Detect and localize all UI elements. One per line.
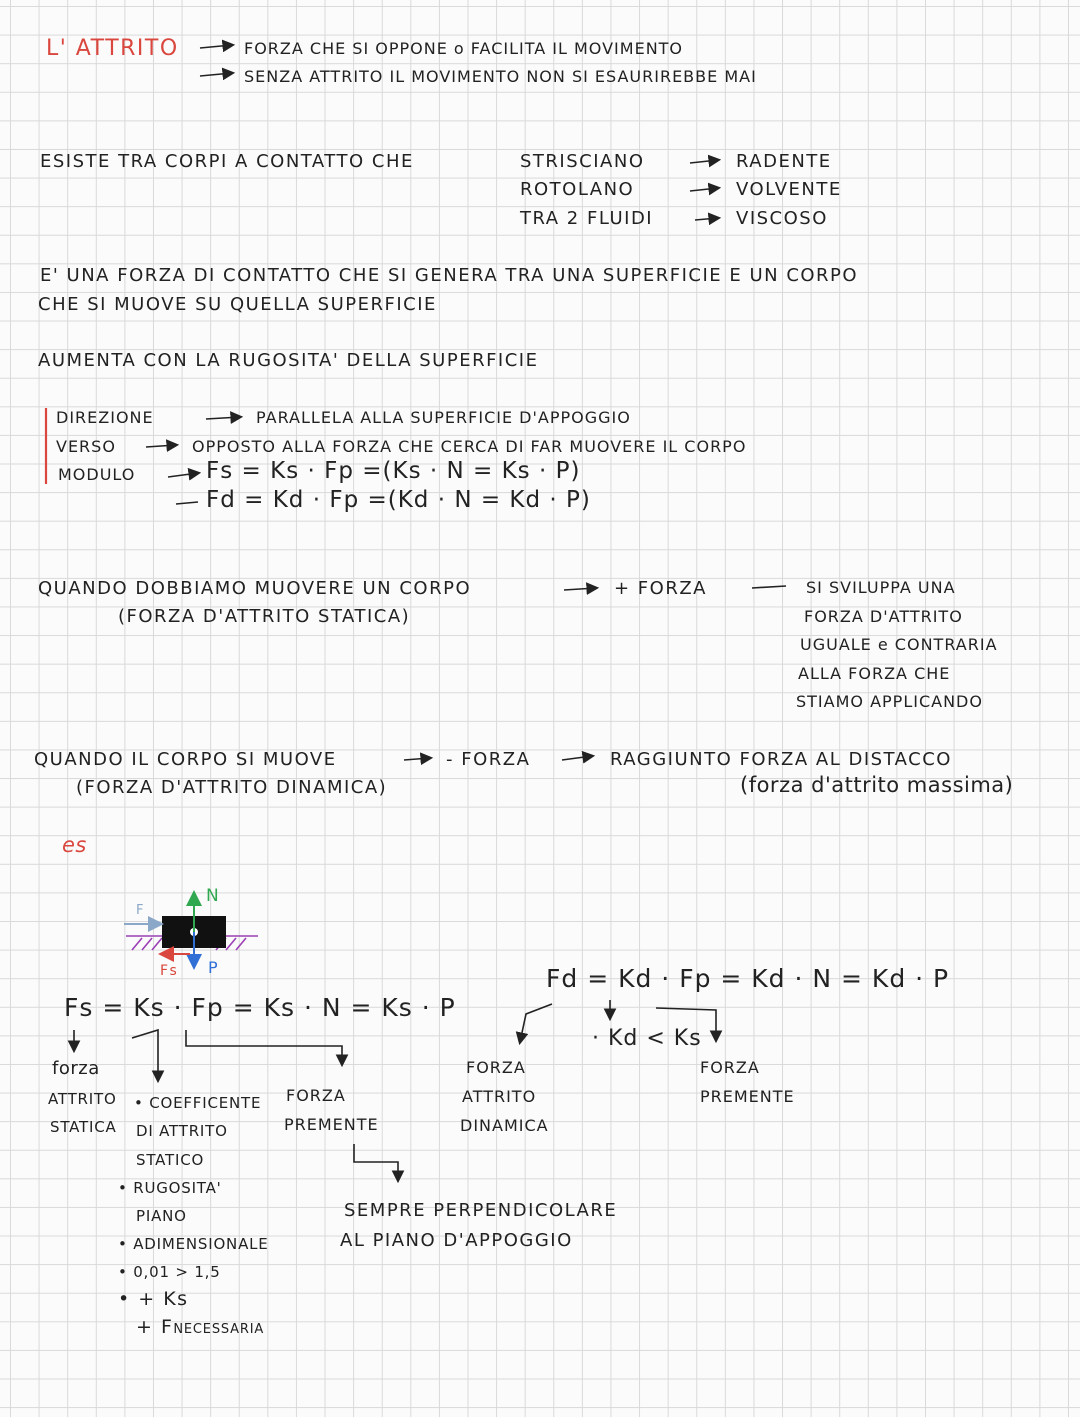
coeff-1: • COEFFICENTE (134, 1094, 262, 1112)
arrow-verso (146, 445, 176, 447)
forza-dinamica-2: ATTRITO (462, 1087, 537, 1106)
forza-label: forza (52, 1058, 100, 1079)
kd-note: · Kd < Ks (592, 1026, 702, 1051)
coeff-3: STATICO (136, 1151, 205, 1169)
type-viscoso: VISCOSO (736, 208, 828, 229)
diagram-label-n: N (206, 886, 221, 906)
static-result-2: FORZA D'ATTRITO (804, 607, 963, 626)
arrow-modulo-2 (176, 502, 198, 504)
direzione-label: DIREZIONE (56, 408, 154, 427)
type-volvente: VOLVENTE (736, 179, 842, 200)
arrow-dynamic-2 (562, 756, 592, 760)
dynamic-result: RAGGIUNTO FORZA AL DISTACCO (610, 749, 952, 770)
example-static-formula: Fs = Ks · Fp = Ks · N = Ks · P (64, 993, 456, 1022)
arrow-fp-down (186, 1030, 342, 1064)
types-lead: ESISTE TRA CORPI A CONTATTO CHE (40, 151, 414, 172)
definition-line-2: CHE SI MUOVE SU QUELLA SUPERFICIE (38, 294, 437, 315)
cause-striscianto: STRISCIANO (520, 151, 645, 172)
intro-line-1: FORZA CHE SI OPPONE o FACILITA IL MOVIMENTO (244, 39, 684, 58)
attrito-label: ATTRITO (48, 1090, 117, 1108)
definition-line-1: E' UNA FORZA DI CONTATTO CHE SI GENERA TRA UNA SUPERFICIE E UN CORPO (40, 265, 859, 286)
example-label: es (62, 833, 87, 857)
arrow-viscoso (695, 218, 718, 220)
diagram-label-p: P (208, 958, 220, 977)
direzione-value: PARALLELA ALLA SUPERFICIE D'APPOGGIO (256, 408, 631, 427)
dynamic-note: (forza d'attrito massima) (740, 773, 1014, 797)
arrow-premente-down (354, 1144, 398, 1180)
forza-premente-left-1: FORZA (286, 1086, 346, 1105)
cause-rotolano: ROTOLANO (520, 179, 635, 200)
static-result-1: SI SVILUPPA UNA (806, 578, 956, 597)
bullet-range: • 0,01 > 1,5 (118, 1263, 221, 1281)
example-dynamic-formula: Fd = Kd · Fp = Kd · N = Kd · P (546, 964, 950, 993)
verso-label: VERSO (56, 437, 116, 456)
forza-dinamica-1: FORZA (466, 1058, 526, 1077)
arrow-static-2 (752, 586, 786, 588)
arrow-intro-2 (200, 73, 232, 76)
arrow-direzione (206, 417, 240, 419)
bullet-rugosita: • RUGOSITA' (118, 1179, 222, 1197)
forza-premente-left-2: PREMENTE (284, 1115, 379, 1134)
dynamic-line-2: (FORZA D'ATTRITO DINAMICA) (76, 777, 388, 798)
roughness-note: AUMENTA CON LA RUGOSITA' DELLA SUPERFICIE (38, 350, 539, 371)
bullet-adimensionale: • ADIMENSIONALE (118, 1235, 269, 1253)
arrow-radente (690, 160, 718, 163)
verso-value: OPPOSTO ALLA FORZA CHE CERCA DI FAR MUOVERE IL CORPO (192, 437, 747, 456)
perpendicular-1: SEMPRE PERPENDICOLARE (344, 1200, 618, 1221)
statica-label: STATICA (50, 1118, 117, 1136)
bullet-piano: PIANO (136, 1207, 187, 1225)
cause-fluidi: TRA 2 FLUIDI (520, 208, 654, 229)
forza-dinamica-3: DINAMICA (460, 1116, 549, 1135)
dynamic-line-1: QUANDO IL CORPO SI MUOVE (34, 749, 337, 770)
static-line-2: (FORZA D'ATTRITO STATICA) (118, 606, 411, 627)
arrow-volvente (690, 188, 718, 191)
arrow-modulo (168, 473, 198, 477)
arrow-static-1 (564, 588, 596, 590)
arrow-ks-down (132, 1030, 158, 1080)
static-result-5: STIAMO APPLICANDO (796, 692, 983, 711)
static-line-1: QUANDO DOBBIAMO MUOVERE UN CORPO (38, 578, 472, 599)
modulo-dynamic: Fd = Kd · Fp =(Kd · N = Kd · P) (206, 487, 591, 513)
diagram-label-fs: Fs (160, 963, 179, 979)
static-more-force: + FORZA (614, 578, 707, 599)
arrow-dynamic-1 (404, 758, 430, 760)
static-result-3: UGUALE e CONTRARIA (800, 635, 998, 654)
bullet-ks: • + Ks (118, 1288, 189, 1310)
arrow-intro-1 (200, 45, 232, 48)
static-result-4: ALLA FORZA CHE (798, 664, 951, 683)
arrow-fd-down (520, 1004, 552, 1042)
coeff-2: DI ATTRITO (136, 1122, 228, 1140)
diagram-label-f: F (136, 903, 145, 918)
modulo-label: MODULO (58, 465, 136, 484)
dynamic-less-force: - FORZA (446, 749, 531, 770)
type-radente: RADENTE (736, 151, 832, 172)
forza-premente-right-1: FORZA (700, 1058, 760, 1077)
forza-premente-right-2: PREMENTE (700, 1087, 795, 1106)
bullet-f-necessaria: + FNECESSARIA (136, 1316, 265, 1338)
perpendicular-2: AL PIANO D'APPOGGIO (340, 1230, 573, 1251)
intro-line-2: SENZA ATTRITO IL MOVIMENTO NON SI ESAURIREBBE MAI (244, 67, 757, 86)
modulo-static: Fs = Ks · Fp =(Ks · N = Ks · P) (206, 458, 581, 484)
page-title: L' ATTRITO (46, 36, 179, 61)
